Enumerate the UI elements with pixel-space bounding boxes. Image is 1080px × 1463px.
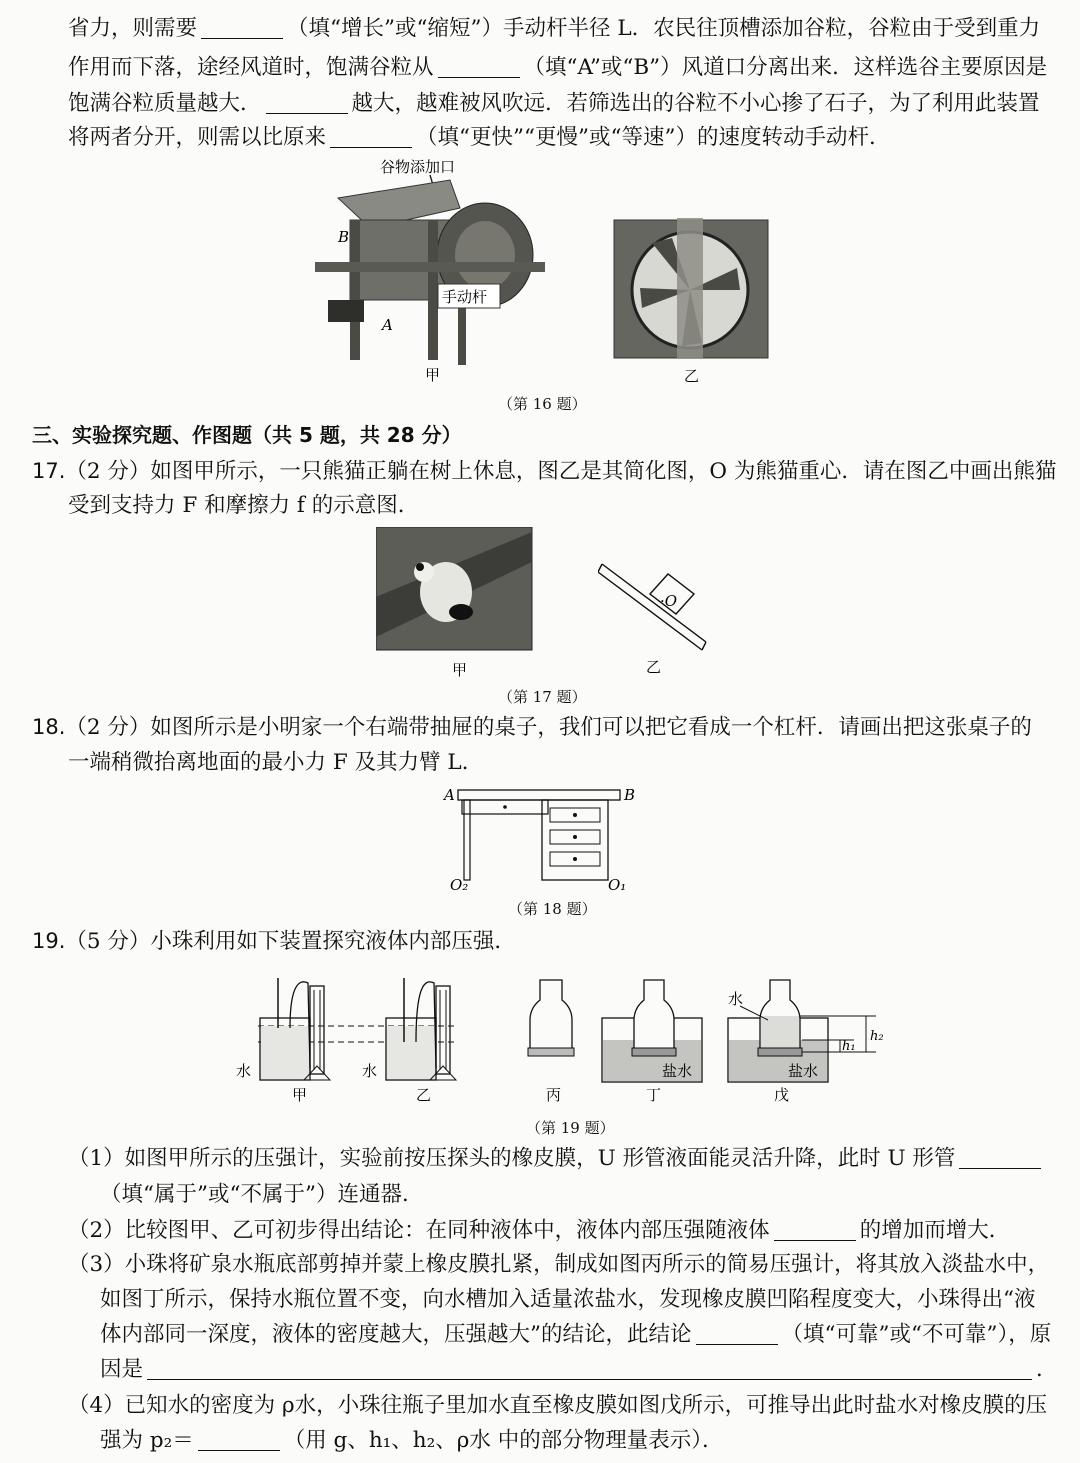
fig19-wu-salt-label: 盐水 [788, 1062, 819, 1080]
fig19-bing-caption: 丙 [546, 1086, 562, 1104]
fig16-jia-caption: 甲 [425, 366, 441, 384]
outlet-b-label: B [338, 228, 350, 246]
q16-line-3 [68, 89, 1040, 119]
q17-caption: （第 17 题） [498, 688, 587, 706]
panda-diagram-figure [598, 560, 718, 678]
q19-p2-a: （2）比较图甲、乙可初步得出结论：在同种液体中，液体内部压强随液体 [68, 1218, 770, 1243]
fig19-h2-label: h₂ [870, 1029, 884, 1044]
desk-point-a: A [444, 786, 455, 804]
q19-line-1 [32, 926, 516, 957]
fan-figure [612, 218, 772, 388]
q19-p1-line [68, 1144, 1045, 1174]
q19-p1-text: （1）如图甲所示的压强计，实验前按压探头的橡皮膜，U 形管液面能灵活升降，此时 U 形管 [68, 1146, 956, 1171]
q16-l4-b: （填“更快”“更慢”或“等速”）的速度转动手动杆． [416, 125, 891, 150]
q17-l1: （2 分）如图甲所示，一只熊猫正躺在树上休息，图乙是其简化图，O 为熊猫重心．请在图乙中画出熊猫 [65, 459, 1057, 484]
q19-p3c-line [100, 1320, 1051, 1350]
q18-caption: （第 18 题） [508, 900, 597, 918]
center-of-gravity-label: ·O [660, 592, 678, 610]
q19-number: 19. [32, 929, 66, 953]
pressure-experiment-figure [228, 958, 898, 1108]
q17-number: 17. [32, 459, 66, 483]
q16-l4-a: 将两者分开，则需以比原来 [68, 125, 327, 150]
q16-l2-b: （填“A”或“B”）风道口分离出来．这样选谷主要原因是 [523, 55, 1048, 80]
q19-p3a-line: （3）小珠将矿泉水瓶底部剪掉并蒙上橡皮膜扎紧，制成如图丙所示的简易压强计，将其放入淡盐水中， [68, 1252, 1050, 1277]
q18-line-1 [32, 712, 1032, 743]
fig17-yi-caption: 乙 [646, 658, 662, 676]
q18-number: 18. [32, 715, 66, 739]
q19-blank-5[interactable] [198, 1430, 280, 1451]
q16-l3-b: 越大，越难被风吹远．若筛选出的谷粒不小心掺了石子，为了利用此装置 [351, 91, 1040, 116]
q16-blank-4[interactable] [330, 127, 412, 148]
q16-blank-1[interactable] [201, 18, 283, 39]
q19-blank-2[interactable] [774, 1220, 856, 1241]
q16-l1-b: （填“增长”或“缩短”）手动杆半径 L．农民往顶槽添加谷粒，谷粒由于受到重力 [287, 16, 1041, 41]
q16-l1-a: 省力，则需要 [68, 16, 198, 41]
q16-caption: （第 16 题） [498, 395, 587, 413]
q16-l3-a: 饱满谷粒质量越大． [68, 91, 262, 116]
q19-p4b-line [100, 1426, 723, 1456]
outlet-a-label: A [382, 316, 393, 334]
fig19-ding-salt-label: 盐水 [662, 1062, 693, 1080]
section-3-heading: 三、实验探究题、作图题（共 5 题，共 28 分） [32, 423, 462, 447]
fig19-jia-water-label: 水 [236, 1062, 252, 1080]
q19-blank-3[interactable] [696, 1324, 778, 1345]
q19-p2-b: 的增加而增大． [859, 1218, 1011, 1243]
crank-label: 手动杆 [442, 288, 488, 306]
desk-point-b: B [624, 786, 636, 804]
desk-figure [440, 780, 650, 892]
q16-line-4 [68, 123, 890, 153]
fig17-jia-caption: 甲 [452, 661, 468, 679]
q18-l1: （2 分）如图所示是小明家一个右端带抽屉的桌子，我们可以把它看成一个杠杆．请画出把这张桌子的 [65, 715, 1032, 740]
q19-p4b-a: 强为 p₂＝ [100, 1428, 194, 1453]
fig16-yi-caption: 乙 [684, 367, 700, 385]
q17-line-2: 受到支持力 F 和摩擦力 f 的示意图． [68, 493, 420, 518]
fig19-jia-caption: 甲 [292, 1086, 308, 1104]
desk-pivot-o2: O₂ [450, 876, 469, 892]
q19-p2-line [68, 1216, 1010, 1246]
q19-blank-1[interactable] [959, 1148, 1041, 1169]
q16-line-1 [68, 14, 1040, 44]
grain-inlet-label: 谷物添加口 [380, 158, 456, 176]
q19-p3c-b: （填“可靠”或“不可靠”），原 [781, 1322, 1052, 1347]
fig19-wu-caption: 戊 [774, 1086, 790, 1104]
fig19-h1-label: h₁ [842, 1039, 856, 1054]
fig19-wu-water-label: 水 [728, 990, 744, 1008]
q19-caption: （第 19 题） [526, 1119, 615, 1137]
winnowing-machine-figure [310, 150, 560, 385]
q19-p1b-line: （填“属于”或“不属于”）连通器． [100, 1182, 424, 1207]
panda-photo-figure [376, 527, 536, 682]
q16-l2-a: 作用而下落，途经风道时，饱满谷粒从 [68, 55, 434, 80]
q19-p3b-line: 如图丁所示，保持水瓶位置不变，向水槽加入适量浓盐水，发现橡皮膜凹陷程度变大，小珠得出“液 [100, 1287, 1036, 1312]
desk-pivot-o1: O₁ [608, 876, 627, 892]
fig19-yi-water-label: 水 [362, 1062, 378, 1080]
q17-line-1 [32, 456, 1056, 487]
q19-l1: （5 分）小珠利用如下装置探究液体内部压强． [65, 929, 516, 954]
fig19-yi-caption: 乙 [416, 1086, 432, 1104]
q19-p4b-b: （用 g、h₁、h₂、ρ水 中的部分物理量表示）． [283, 1428, 724, 1453]
q19-blank-4[interactable] [147, 1359, 1032, 1380]
q19-p3d-line [100, 1355, 1058, 1385]
q19-p3c-a: 体内部同一深度，液体的密度越大，压强越大”的结论，此结论 [100, 1322, 692, 1347]
q19-p3d-a: 因是 [100, 1357, 144, 1382]
q18-line-2: 一端稍微抬离地面的最小力 F 及其力臂 L． [68, 750, 484, 775]
q19-p4a-line: （4）已知水的密度为 ρ水，小珠往瓶子里加水直至橡皮膜如图戊所示，可推导出此时盐水对橡皮膜的压 [68, 1393, 1048, 1418]
q16-blank-3[interactable] [266, 93, 348, 114]
q19-p3d-b: ． [1036, 1357, 1058, 1382]
q16-blank-2[interactable] [438, 57, 520, 78]
fig19-ding-caption: 丁 [646, 1086, 662, 1104]
q16-line-2 [68, 53, 1047, 83]
